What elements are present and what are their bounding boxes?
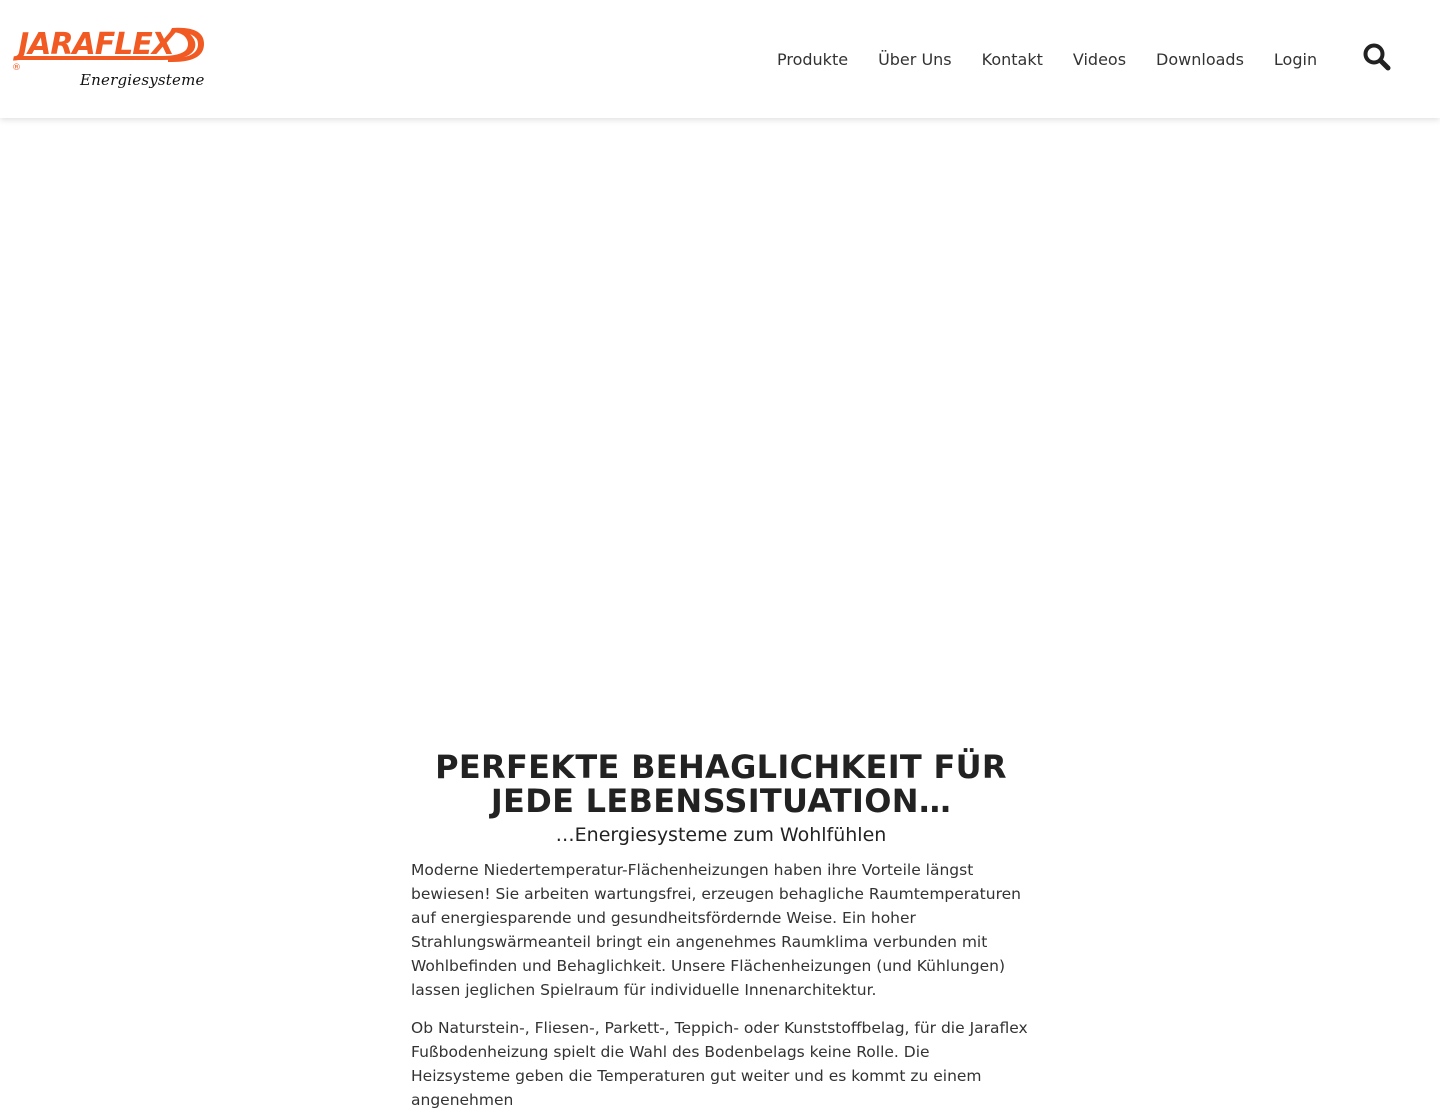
logo-wordmark-text: JARAFLEX (18, 27, 174, 62)
logo-wordmark (12, 24, 208, 72)
site-header (0, 0, 1440, 118)
nav-item-downloads[interactable]: Downloads (1156, 49, 1244, 69)
nav-item-videos[interactable]: Videos (1072, 49, 1127, 69)
hero-area (0, 118, 1440, 728)
search-icon[interactable] (1362, 42, 1392, 72)
nav-item-kontakt[interactable]: Kontakt (981, 49, 1043, 69)
intro-paragraph: Ob Naturstein-, Fliesen-, Parkett-, Teppich- oder Kunststoffbelag, für die Jaraflex Fußbodenheizung spielt die Wahl des Bodenbelags keine Rolle. Die Heizsysteme geben die Temperaturen gut weiter und es kommt zu einem angenehmen (411, 1019, 1028, 1109)
intro-content (411, 750, 1031, 1112)
intro-paragraph: Moderne Niedertemperatur-Flächenheizungen haben ihre Vorteile längst bewiesen! Sie arbeiten wartungsfrei, erzeugen behagliche Raumtemperaturen auf energiesparende und gesundheitsfördernde Weise. Ein hoher Strahlungswärmeanteil bringt ein angenehmes Raumklima verbunden mit Wohlbefinden und Behaglichkeit. Unsere Flächenheizungen (und Kühlungen) lassen jeglichen Spielraum für individuelle Innenarchitektur. (411, 861, 1021, 999)
nav-item-ueber-uns[interactable]: Über Uns (878, 49, 952, 69)
jaraflex-logo[interactable] (12, 24, 208, 96)
logo-tagline: Energiesysteme (80, 71, 205, 89)
nav-item-login[interactable]: Login (1273, 49, 1318, 69)
main-navigation (777, 47, 1317, 71)
nav-item-produkte[interactable]: Produkte (777, 49, 849, 69)
registered-mark: ® (12, 63, 21, 72)
page-headline: PERFEKTE BEHAGLICHKEIT FÜR JEDE LEBENSSITUATION… (435, 748, 1007, 820)
page-subheadline: …Energiesysteme zum Wohlfühlen (555, 824, 887, 846)
